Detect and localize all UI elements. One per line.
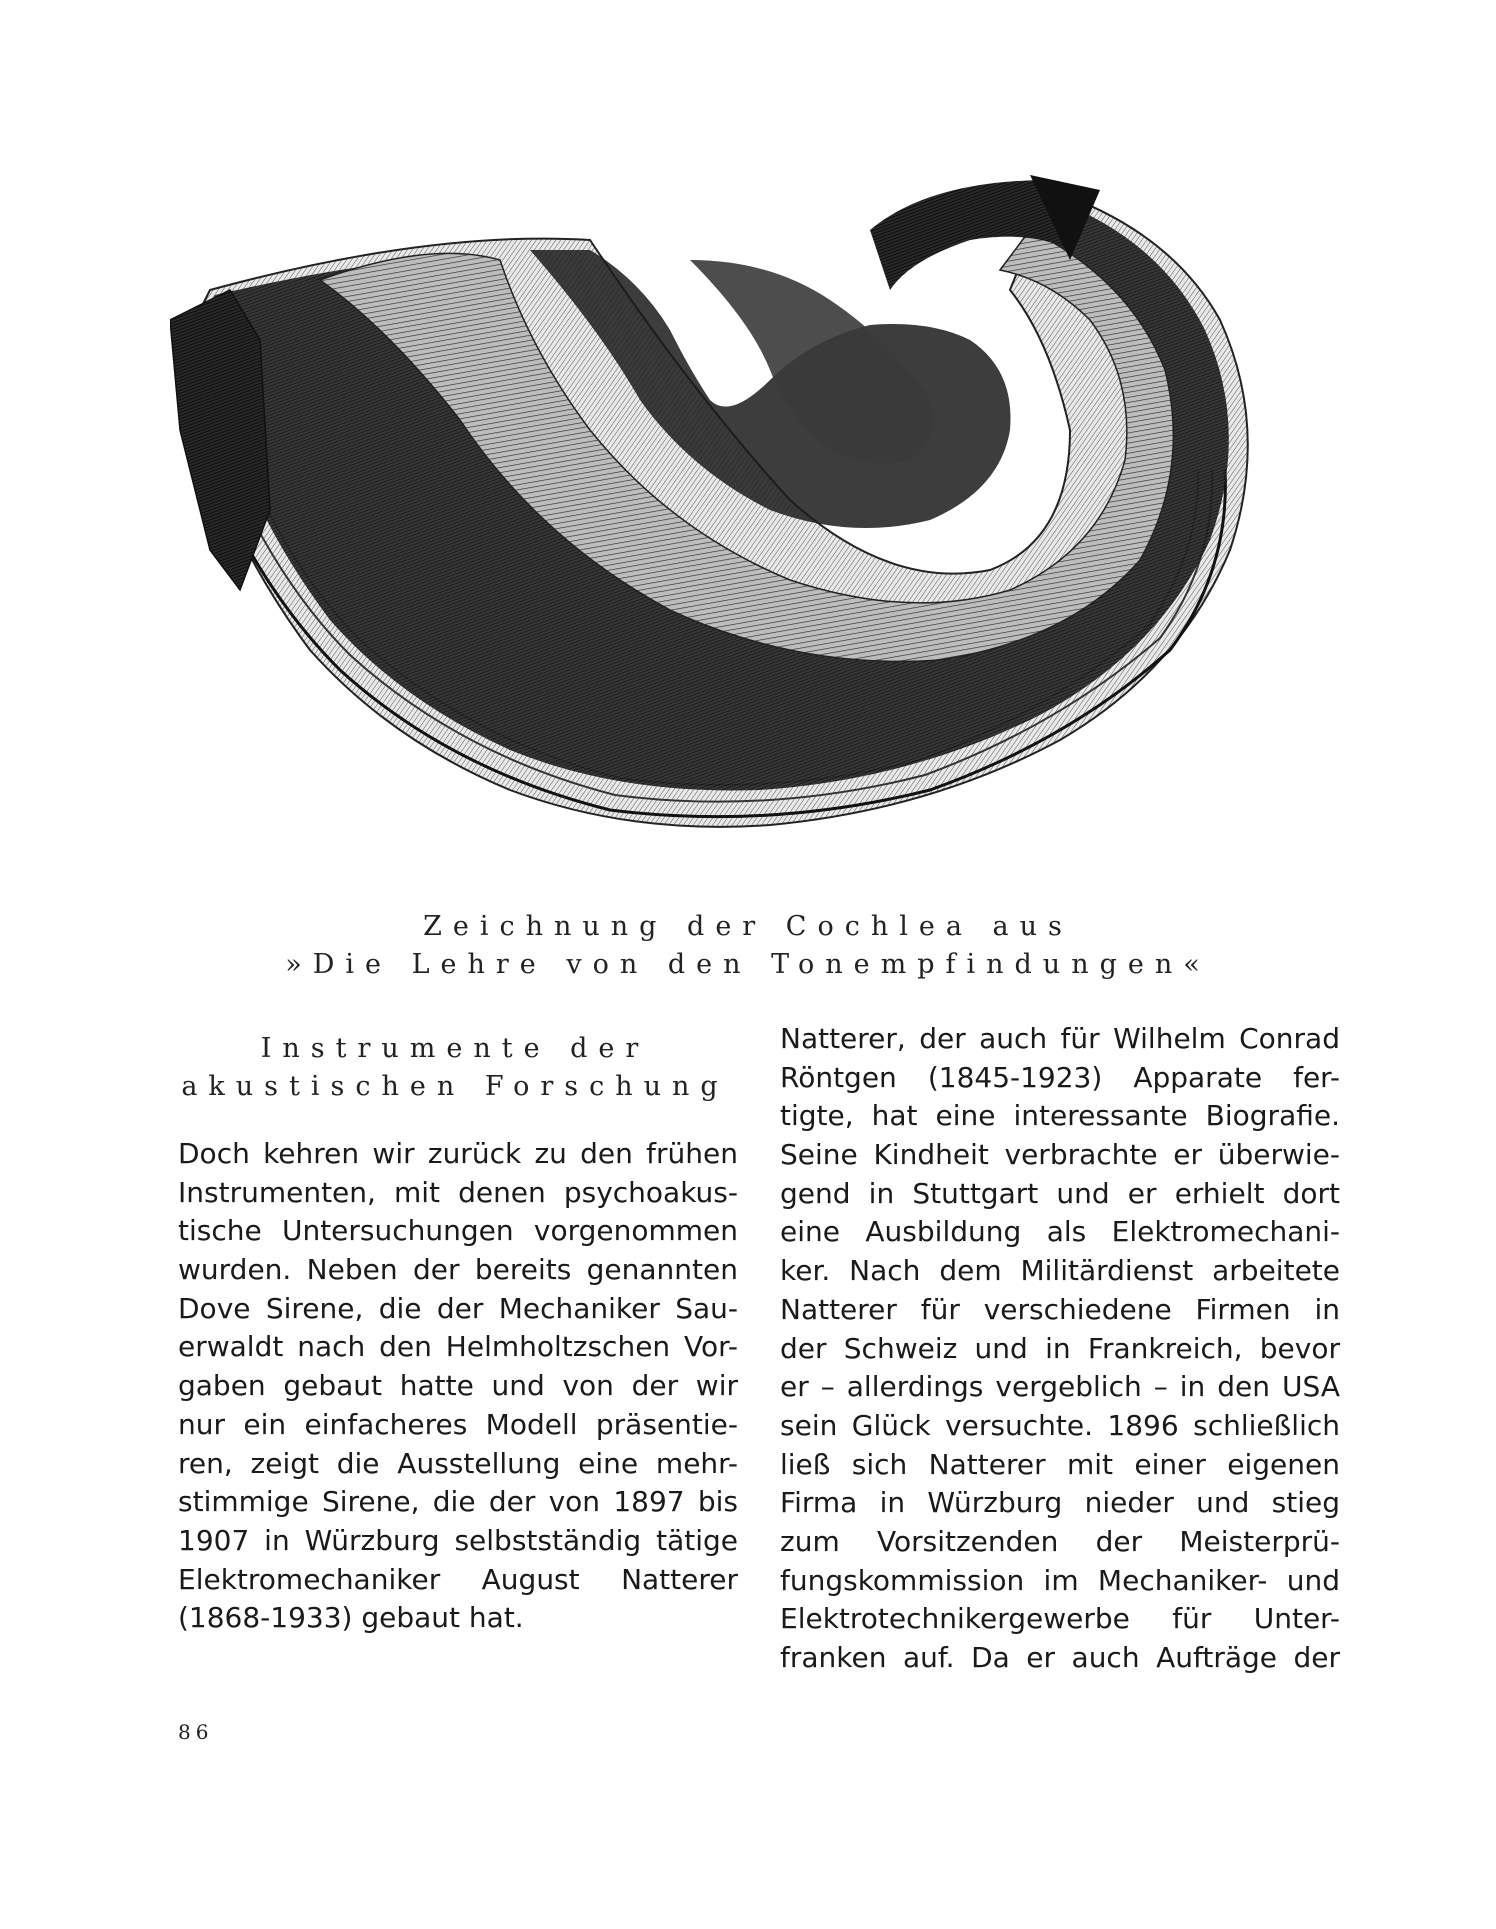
- text-line: fungskommission im Mechaniker- und: [780, 1563, 1340, 1597]
- text-line: sein Glück versuchte. 1896 schließlich: [780, 1408, 1340, 1442]
- figure-caption: [0, 908, 1496, 984]
- text-line: Natterer für verschiedene Firmen in: [780, 1292, 1340, 1326]
- right-column-text: [780, 1020, 1340, 1678]
- page-number: 86: [178, 1720, 214, 1744]
- text-line: (1868-1933) gebaut hat.: [178, 1601, 524, 1635]
- text-line: Seine Kindheit verbrachte er überwie-: [780, 1138, 1340, 1172]
- text-line: tigte, hat eine interessante Biografie.: [780, 1099, 1340, 1133]
- text-line: Dove Sirene, die der Mechaniker Sau-: [178, 1291, 738, 1325]
- section-heading: [175, 1030, 735, 1106]
- text-line: gend in Stuttgart und er erhielt dort: [780, 1176, 1340, 1210]
- text-line: gaben gebaut hatte und von der wir: [178, 1369, 738, 1403]
- text-line: tische Untersuchungen vorgenommen: [178, 1214, 738, 1248]
- text-line: 1907 in Würzburg selbstständig tätige: [178, 1523, 738, 1557]
- cochlea-illustration: [170, 170, 1330, 870]
- text-line: Instrumenten, mit denen psychoakus-: [178, 1175, 738, 1209]
- text-line: eine Ausbildung als Elektromechani-: [780, 1215, 1340, 1249]
- section-heading-line-2: akustischen Forschung: [181, 1071, 729, 1102]
- text-line: Natterer, der auch für Wilhelm Conrad: [780, 1022, 1340, 1055]
- text-line: erwaldt nach den Helmholtzschen Vor-: [178, 1330, 738, 1364]
- caption-line-2: »Die Lehre von den Tonempfindungen«: [285, 949, 1211, 980]
- text-line: er – allerdings vergeblich – in den USA: [780, 1370, 1340, 1404]
- cochlea-engraving-icon: [170, 170, 1330, 870]
- text-line: Elektrotechnikergewerbe für Unter-: [780, 1602, 1340, 1636]
- text-line: zum Vorsitzenden der Meisterprü-: [780, 1524, 1340, 1558]
- text-line: ren, zeigt die Ausstellung eine mehr-: [178, 1446, 738, 1480]
- text-line: stimmige Sirene, die der von 1897 bis: [178, 1485, 738, 1519]
- section-heading-line-1: Instrumente der: [260, 1033, 650, 1064]
- left-column-text: [178, 1135, 738, 1638]
- caption-line-1: Zeichnung der Cochlea aus: [423, 911, 1073, 942]
- text-line: Röntgen (1845-1923) Apparate fer-: [780, 1060, 1340, 1094]
- text-line: der Schweiz und in Frankreich, bevor: [780, 1331, 1340, 1365]
- text-line: wurden. Neben der bereits genannten: [178, 1253, 738, 1287]
- text-line: Firma in Würzburg nieder und stieg: [780, 1486, 1340, 1520]
- text-line: franken auf. Da er auch Aufträge der: [780, 1641, 1340, 1674]
- text-line: ker. Nach dem Militärdienst arbeitete: [780, 1254, 1340, 1288]
- text-line: Elektromechaniker August Natterer: [178, 1562, 738, 1596]
- text-line: ließ sich Natterer mit einer eigenen: [780, 1447, 1340, 1481]
- text-line: nur ein einfacheres Modell präsentie-: [178, 1407, 738, 1441]
- text-line: Doch kehren wir zurück zu den frühen: [178, 1137, 738, 1170]
